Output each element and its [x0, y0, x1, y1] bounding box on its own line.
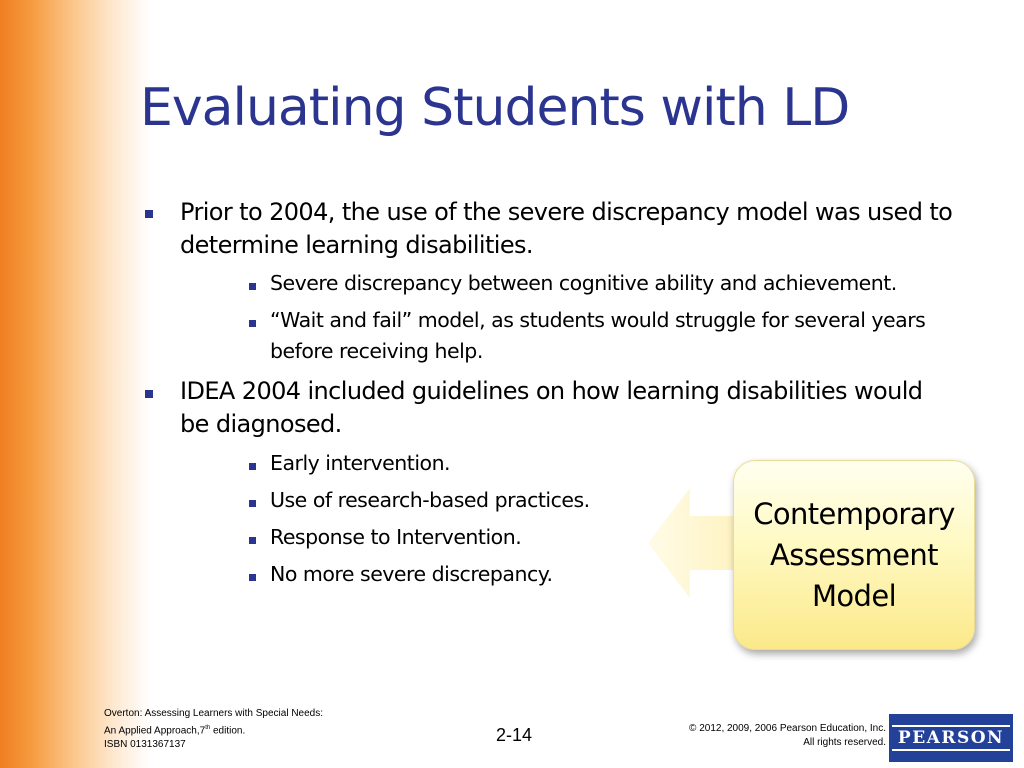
citation-line-2 [104, 721, 323, 738]
sub-bullet-2-4: No more severe discrepancy. [270, 562, 553, 586]
sub-bullet-marker [249, 574, 256, 581]
sub-bullet-marker [249, 537, 256, 544]
footer-copyright [689, 722, 886, 750]
callout-text: Contemporary Assessment Model [753, 496, 955, 613]
logo-text: PEARSON [892, 725, 1010, 751]
page-number: 2-14 [496, 725, 533, 745]
citation-line-2-text: An Applied Approach,7 [104, 725, 206, 737]
sub-bullet-marker [249, 500, 256, 507]
bullet-1: Prior to 2004, the use of the severe discrepancy model was used to determine learning disabilities. [180, 198, 953, 259]
slide-title: Evaluating Students with LD [140, 78, 850, 138]
citation-line-2-suffix: edition. [210, 725, 246, 737]
sub-bullet-marker [249, 320, 256, 327]
sub-bullet-1-2: “Wait and fail” model, as students would struggle for several years before receiving help. [270, 308, 926, 363]
left-arrow-icon [648, 488, 740, 598]
footer-citation [104, 707, 323, 752]
sub-bullet-2-2: Use of research-based practices. [270, 488, 590, 512]
copyright-line-2: All rights reserved. [803, 737, 886, 748]
callout-box [733, 460, 975, 650]
bullet-marker [145, 210, 153, 218]
citation-line-3: ISBN 0131367137 [104, 739, 186, 751]
bullet-marker [145, 390, 153, 398]
sub-bullet-marker [249, 463, 256, 470]
sub-bullet-2-3: Response to Intervention. [270, 525, 522, 549]
bullet-2: IDEA 2004 included guidelines on how learning disabilities would be diagnosed. [180, 377, 923, 438]
sub-bullet-marker [249, 283, 256, 290]
citation-superscript: th [205, 725, 211, 731]
pearson-logo [889, 714, 1013, 762]
sub-bullet-2-1: Early intervention. [270, 451, 451, 475]
copyright-line-1: © 2012, 2009, 2006 Pearson Education, Inc. [689, 723, 886, 734]
sub-bullet-1-1: Severe discrepancy between cognitive ability and achievement. [270, 271, 897, 295]
citation-line-1: Overton: Assessing Learners with Special Needs: [104, 708, 323, 719]
